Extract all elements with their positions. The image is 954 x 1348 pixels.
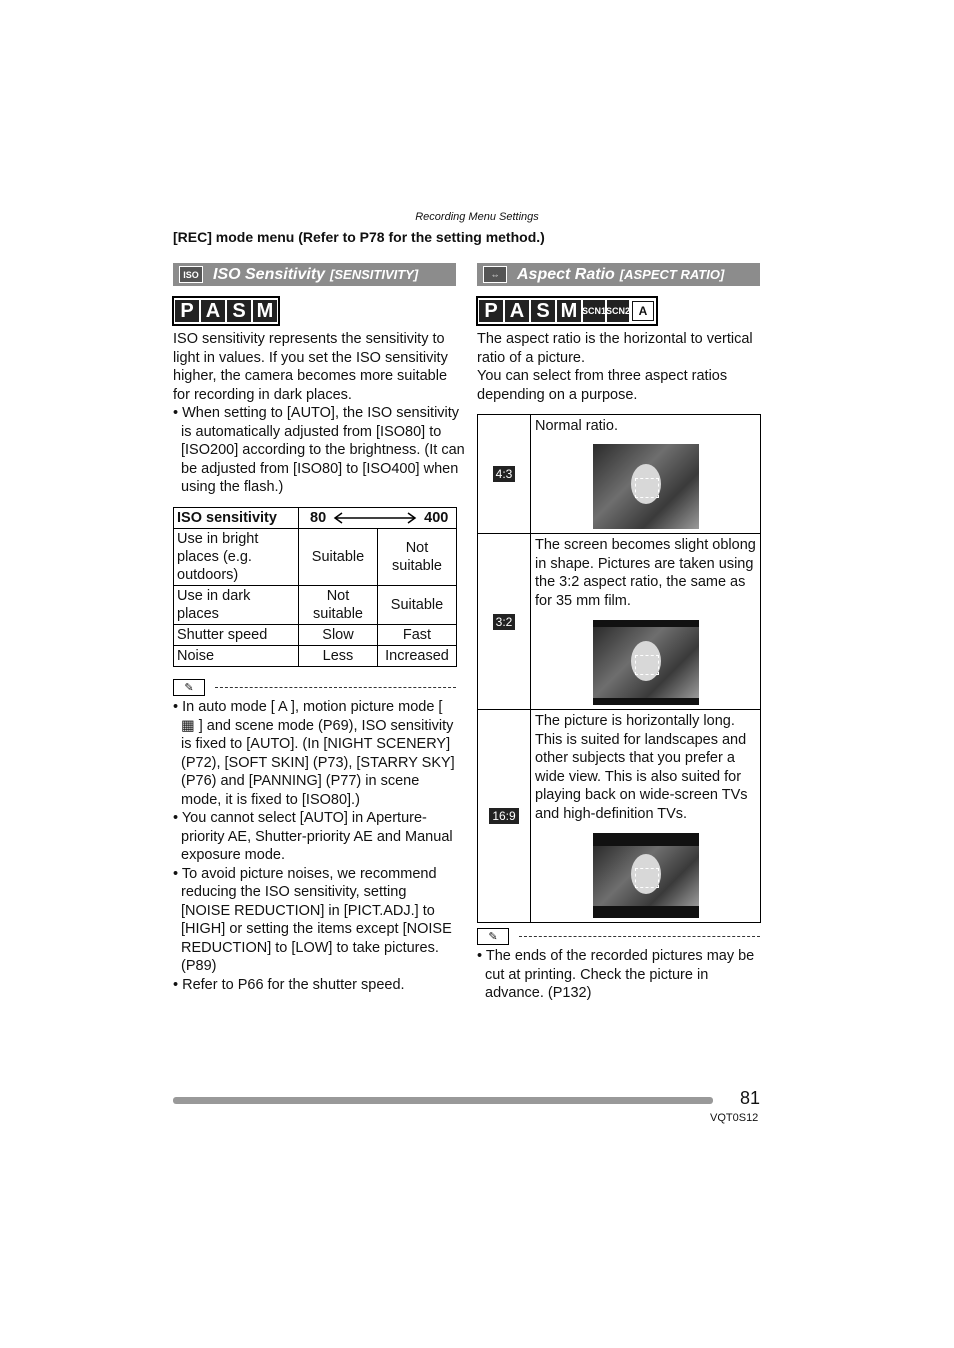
- running-title: Recording Menu Settings: [415, 211, 539, 223]
- iso-max: 400: [424, 510, 449, 526]
- iso-mode-icons: [172, 296, 280, 326]
- iso-min: 80: [310, 510, 327, 526]
- table-cell: Fast: [378, 625, 457, 646]
- ratio-text: The picture is horizontally long. This is suited for landscapes and other subjects that you prefer a wide view. This is also suited for playing back on wide-screen TVs and high-definition TVs.: [535, 713, 748, 822]
- mode-p-icon: P: [175, 300, 199, 322]
- scene2-icon: SCN2: [607, 300, 629, 322]
- ratio-text: The screen becomes slight oblong in shape. Pictures are taken using the 3:2 aspect ratio, the same as for 35 mm film.: [535, 537, 756, 609]
- ratio-text: Normal ratio.: [535, 418, 618, 434]
- ratio-4-3-icon: 4:3: [493, 466, 516, 482]
- aspect-icon: ⇔: [483, 266, 507, 283]
- mode-s-icon: S: [227, 300, 251, 322]
- aspect-note-bar: [477, 928, 760, 945]
- table-cell: Shutter speed: [174, 625, 299, 646]
- aspect-intro: The aspect ratio is the horizontal to vertical ratio of a picture. You can select from three aspect ratios depending on a purpose.: [477, 331, 753, 403]
- aspect-mode-icons: [476, 296, 658, 326]
- table-row: [174, 625, 457, 646]
- mode-m-icon: M: [253, 300, 277, 322]
- footer-bar: [173, 1097, 713, 1104]
- model-code: VQT0S12: [710, 1112, 759, 1124]
- mode-p-icon: P: [479, 300, 503, 322]
- ratio-cell: [478, 534, 531, 710]
- ratio-desc: [531, 710, 761, 923]
- iso-note-bar: [173, 679, 456, 696]
- ratio-cell: [478, 710, 531, 923]
- table-row: [478, 710, 761, 923]
- table-row: [174, 646, 457, 667]
- table-cell: Use in dark places: [174, 586, 299, 625]
- auto-mode-icon: A: [632, 301, 654, 321]
- table-cell: Slow: [299, 625, 378, 646]
- ratio-3-2-icon: 3:2: [493, 614, 516, 630]
- mode-m-icon: M: [557, 300, 581, 322]
- list-item: • Refer to P66 for the shutter speed.: [173, 976, 405, 993]
- note-icon: ✎: [173, 679, 205, 696]
- list-item: • You cannot select [AUTO] in Aperture-priority AE, Shutter-priority AE and Manual exposure mode.: [173, 810, 453, 863]
- list-item: • To avoid picture noises, we recommend reducing the ISO sensitivity, setting [NOISE REDUCTION] in [PICT.ADJ.] to [HIGH] or setting the items except [NOISE REDUCTION] to [LOW] to take pictures. (P89): [173, 865, 452, 974]
- aspect-table: [477, 414, 761, 923]
- table-cell: Suitable: [378, 586, 457, 625]
- divider: [519, 936, 760, 937]
- iso-title: ISO Sensitivity: [213, 265, 326, 283]
- iso-icon: ISO: [179, 266, 203, 283]
- table-row: [174, 529, 457, 586]
- sample-photo-3-2: [593, 620, 699, 705]
- mode-a-icon: A: [201, 300, 225, 322]
- iso-range-header: [299, 508, 457, 529]
- scene1-icon: SCN1: [583, 300, 605, 322]
- table-row: [478, 534, 761, 710]
- iso-intro: ISO sensitivity represents the sensitivity to light in values. If you set the ISO sensitivity higher, the camera becomes more suitable for recording in dark places.: [173, 331, 448, 403]
- mode-a-icon: A: [505, 300, 529, 322]
- table-cell: Increased: [378, 646, 457, 667]
- ratio-16-9-icon: 16:9: [489, 808, 518, 824]
- sample-photo-4-3: [593, 444, 699, 529]
- ratio-desc: [531, 534, 761, 710]
- table-row: [174, 508, 457, 529]
- divider: [215, 687, 456, 688]
- note-icon: ✎: [477, 928, 509, 945]
- table-cell: Less: [299, 646, 378, 667]
- table-cell: Not suitable: [378, 529, 457, 586]
- list-item: • In auto mode [ A ], motion picture mode [ ▦ ] and scene mode (P69), ISO sensitivity is fixed to [AUTO]. (In [NIGHT SCENERY] (P72), [SOFT SKIN] (P73), [STARRY SKY] (P76) and [PANNING] (P77) in scene mode, it is fixed to [ISO80].): [173, 699, 455, 808]
- aspect-subtitle: [ASPECT RATIO]: [619, 267, 725, 282]
- iso-subtitle: [SENSITIVITY]: [330, 267, 419, 282]
- table-cell: Noise: [174, 646, 299, 667]
- page-number: 81: [740, 1088, 761, 1108]
- aspect-title: Aspect Ratio: [517, 265, 615, 283]
- mode-s-icon: S: [531, 300, 555, 322]
- table-row: [174, 586, 457, 625]
- table-cell: Suitable: [299, 529, 378, 586]
- iso-auto-bullet: • When setting to [AUTO], the ISO sensitivity is automatically adjusted from [ISO80] to [ISO200] according to the brightness. (It can be adjusted from [ISO80] to [ISO400] when using the flash.): [173, 405, 465, 495]
- rec-menu-note: [REC] mode menu (Refer to P78 for the setting method.): [173, 229, 545, 245]
- table-cell: Not suitable: [299, 586, 378, 625]
- sample-photo-16-9: [593, 833, 699, 918]
- iso-notes: [173, 698, 458, 994]
- aspect-note: • The ends of the recorded pictures may be cut at printing. Check the picture in advance. (P132): [477, 948, 755, 1001]
- ratio-desc: [531, 415, 761, 534]
- table-row: [478, 415, 761, 534]
- iso-header-label: ISO sensitivity: [174, 508, 299, 529]
- aspect-section-bar: [477, 263, 760, 286]
- iso-section-bar: [173, 263, 456, 286]
- ratio-cell: [478, 415, 531, 534]
- double-arrow-icon: [332, 512, 418, 524]
- iso-table: [173, 507, 457, 667]
- table-cell: Use in bright places (e.g. outdoors): [174, 529, 299, 586]
